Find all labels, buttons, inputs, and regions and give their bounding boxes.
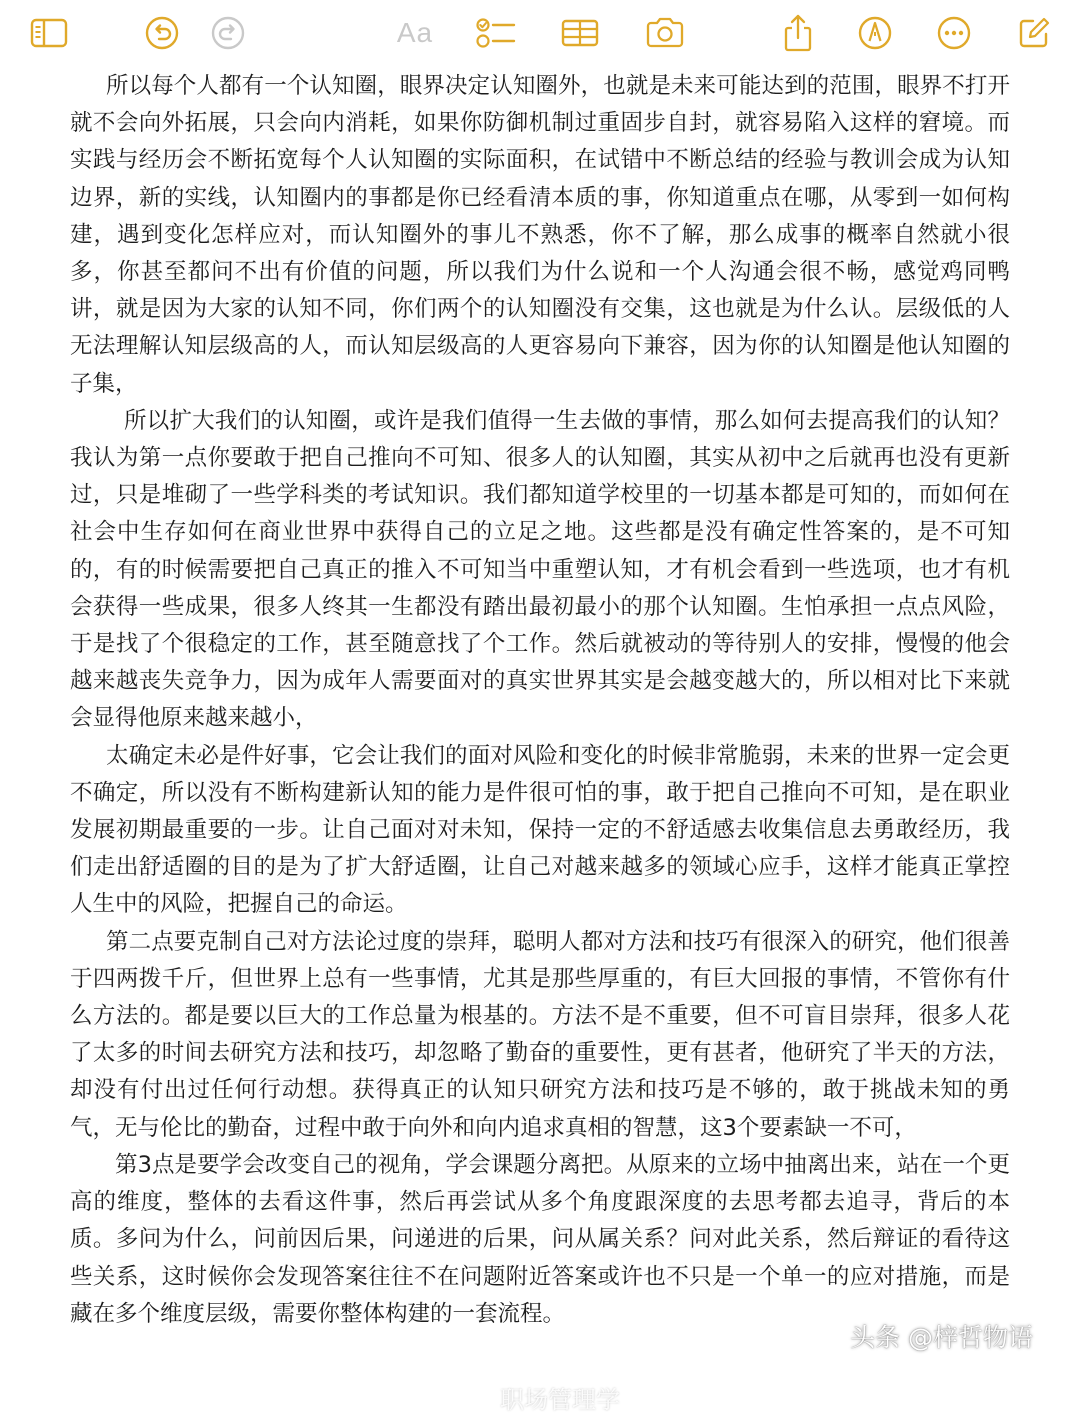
more-icon xyxy=(936,15,972,51)
checklist-button[interactable] xyxy=(474,12,518,54)
table-icon xyxy=(560,17,600,49)
redo-button[interactable] xyxy=(206,12,250,54)
undo-button[interactable] xyxy=(140,12,184,54)
redo-icon xyxy=(210,15,246,51)
share-icon xyxy=(781,13,815,53)
share-button[interactable] xyxy=(776,12,820,54)
toolbar xyxy=(0,0,1080,66)
sidebar-toggle-button[interactable] xyxy=(27,12,71,54)
note-paragraph-1: 所以每个人都有一个认知圈，眼界决定认知圈外，也就是未来可能达到的范围，眼界不打开就不会向外拓展，只会向内消耗，如果你防御机制过重固步自封，就容易陷入这样的窘境。而实践与经历会不断拓宽每个人认知圈的实际面积，在试错中不断总结的经验与教训会成为认知边界，新的实线，认知圈内的事都是你已经看清本质的事，你知道重点在哪，从零到一如何构建，遇到变化怎样应对，而认知圈外的事儿不熟悉，你不了解，那么成事的概率自然就小很多，你甚至都问不出有价值的问题，所以我们为什么说和一个人沟通会很不畅，感觉鸡同鸭讲，就是因为大家的认知不同，你们两个的认知圈没有交集，这也就是为什么认。层级低的人无法理解认知层级高的人，而认知层级高的人更容易向下兼容，因为你的认知圈是他认知圈的子集， xyxy=(70,73,1010,397)
watermark-corner: 头条 @梓哲物语 xyxy=(850,1323,1033,1352)
note-paragraph-3: 太确定未必是件好事，它会让我们的面对风险和变化的时候非常脆弱，未来的世界一定会更不确定，所以没有不断构建新认知的能力是件很可怕的事，敢于把自己推向不可知，是在职业发展初期最重要的一步。让自己面对对未知，保持一定的不舒适感去收集信息去勇敢经历，我们走出舒适圈的目的是为了扩大舒适圈，让自己对越来越多的领域心应手，这样才能真正掌控人生中的风险，把握自己的命运。 xyxy=(70,742,1010,918)
text-format-icon: Aa xyxy=(396,17,434,48)
undo-icon xyxy=(144,15,180,51)
checklist-icon xyxy=(475,16,517,50)
compose-icon xyxy=(1016,15,1052,51)
markup-pen-icon xyxy=(857,15,893,51)
note-body[interactable] xyxy=(70,68,1010,1412)
compose-button[interactable] xyxy=(1012,12,1056,54)
text-format-button[interactable] xyxy=(390,12,440,54)
table-button[interactable] xyxy=(558,12,602,54)
note-paragraph-4: 第二点要克制自己对方法论过度的崇拜，聪明人都对方法和技巧有很深入的研究，他们很善于四两拨千斤，但世界上总有一些事情，尤其是那些厚重的，有巨大回报的事情，不管你有什么方法的。都是要以巨大的工作总量为根基的。方法不是不重要，但不可盲目崇拜，很多人花了太多的时间去研究方法和技巧，却忽略了勤奋的重要性，更有甚者，他研究了半天的方法，却没有付出过任何行动想。获得真正的认知只研究方法和技巧是不够的，敢于挑战未知的勇气，无与伦比的勤奋，过程中敢于向外和向内追求真相的智慧，这3个要素缺一不可， xyxy=(70,928,1010,1141)
more-button[interactable] xyxy=(932,12,976,54)
camera-icon xyxy=(644,16,686,50)
sidebar-icon xyxy=(29,17,69,49)
note-paragraph-5: 第3点是要学会改变自己的视角，学会课题分离把。从原来的立场中抽离出来，站在一个更高的维度，整体的去看这件事，然后再尝试从多个角度跟深度的去思考都去追寻，背后的本质。多问为什么，问前因后果，问递进的后果，问从属关系？问对此关系，然后辩证的看待这些关系，这时候你会发现答案往往不在问题附近答案或许也不只是一个单一的应对措施，而是藏在多个维度层级，需要你整体构建的一套流程。 xyxy=(70,1151,1010,1327)
camera-button[interactable] xyxy=(643,12,687,54)
note-paragraph-2: 所以扩大我们的认知圈，或许是我们值得一生去做的事情，那么如何去提高我们的认知？我认为第一点你要敢于把自己推向不可知、很多人的认知圈，其实从初中之后就再也没有更新过，只是堆砌了一些学科类的考试知识。我们都知道学校里的一切基本都是可知的，而如何在社会中生存如何在商业世界中获得自己的立足之地。这些都是没有确定性答案的，是不可知的，有的时候需要把自己真正的推入不可知当中重塑认知，才有机会看到一些选项，也才有机会获得一些成果，很多人终其一生都没有踏出最初最小的那个认知圈。生怕承担一点点风险，于是找了个很稳定的工作，甚至随意找了个工作。然后就被动的等待别人的安排，慢慢的他会越来越丧失竞争力，因为成年人需要面对的真实世界其实是会越变越大的，所以相对比下来就会显得他原来越来越小， xyxy=(70,407,1010,732)
watermark-center: 职场管理学 xyxy=(500,1386,620,1414)
markup-button[interactable] xyxy=(853,12,897,54)
